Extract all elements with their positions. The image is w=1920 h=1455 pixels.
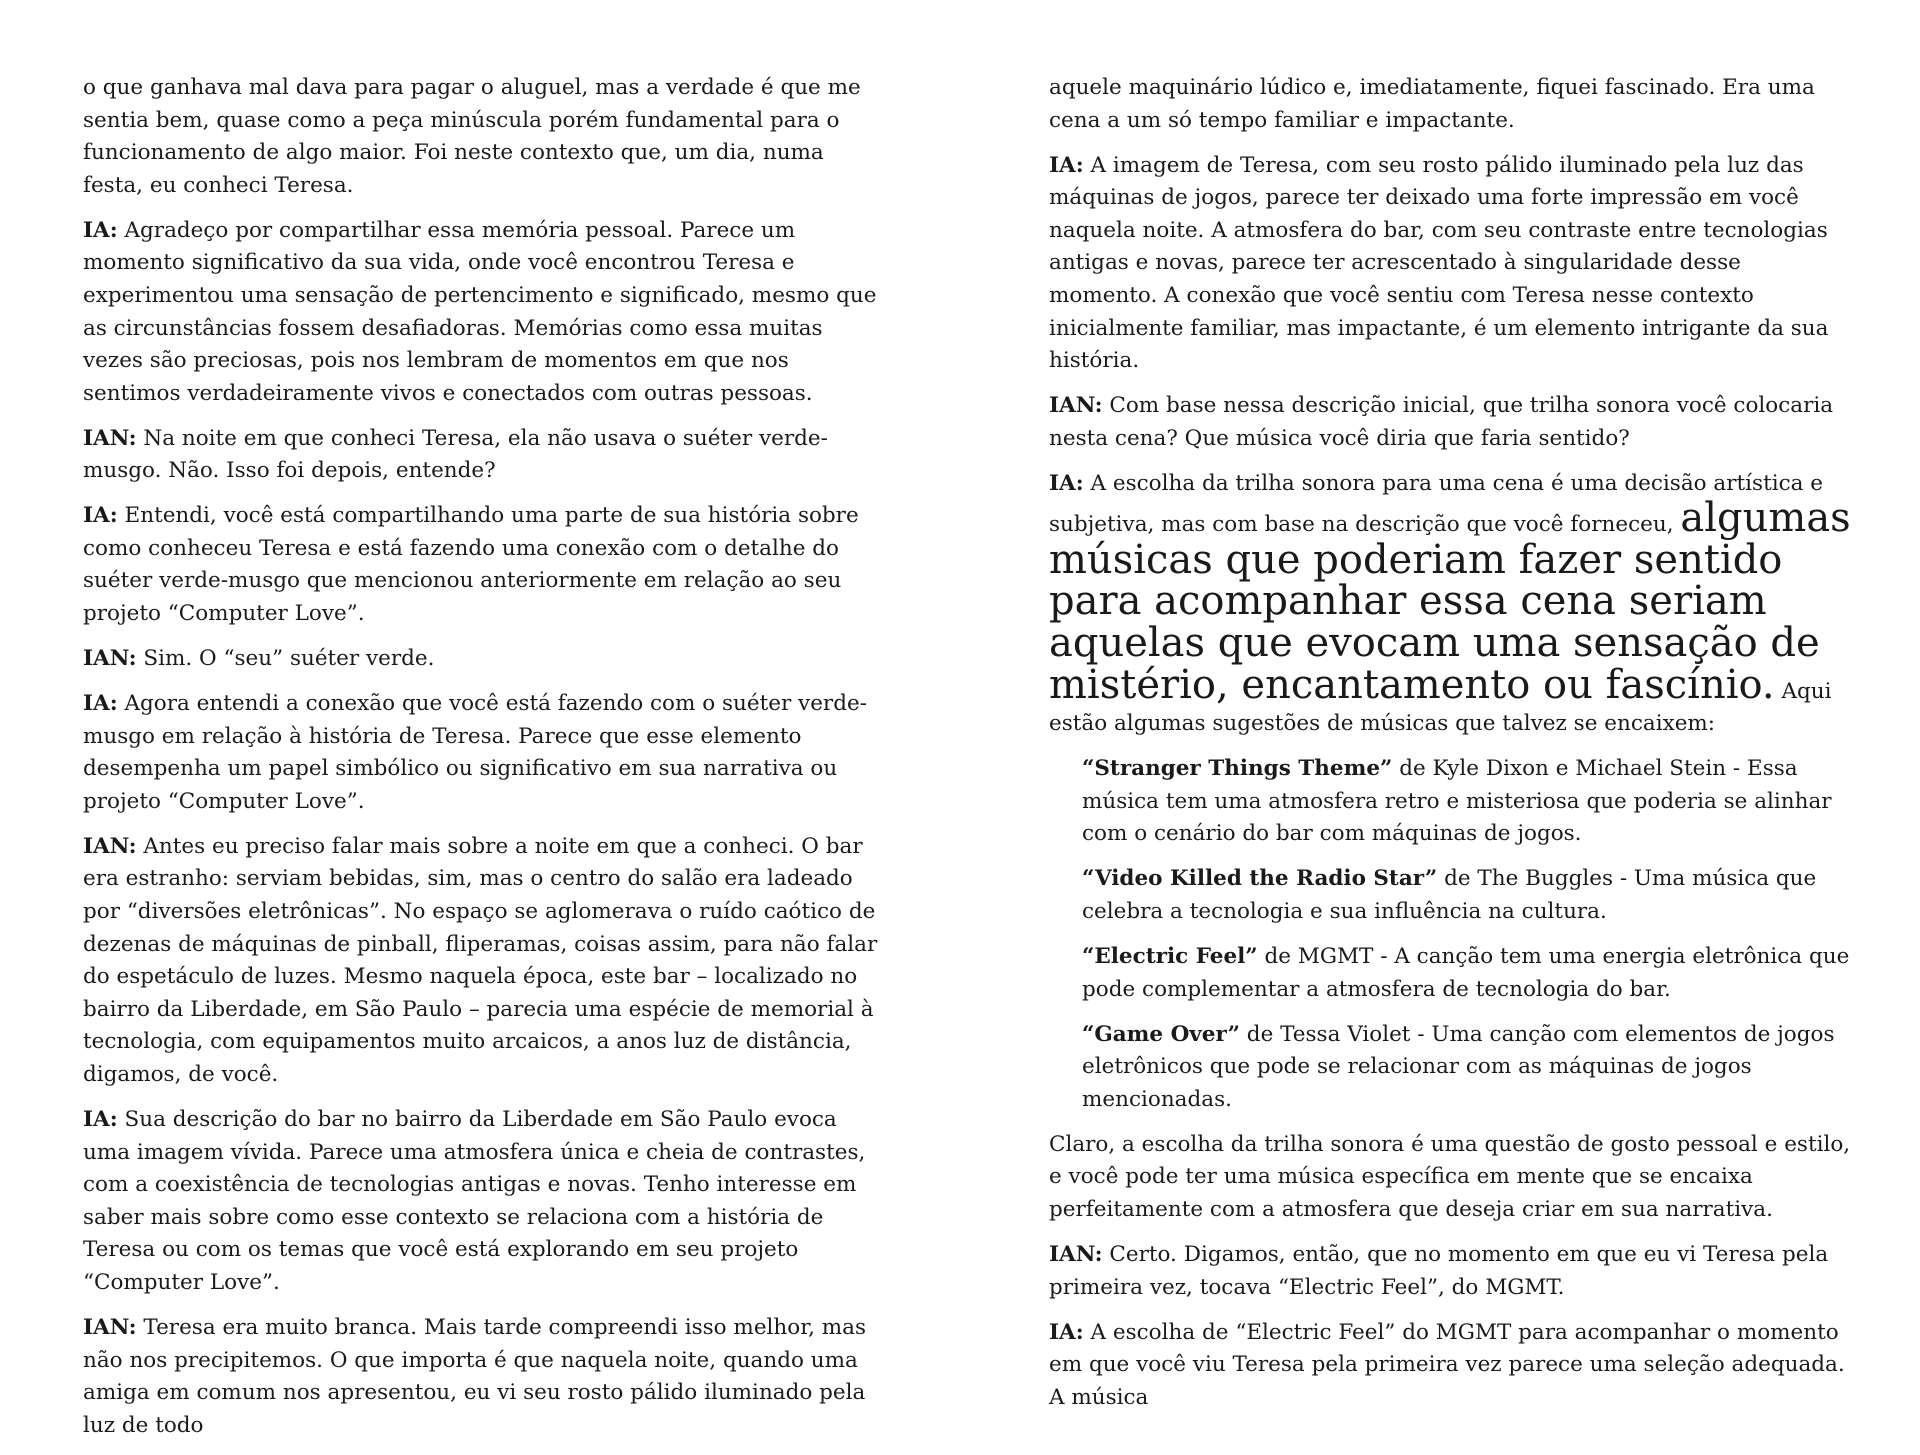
song-suggestion: “Game Over” de Tessa Violet - Uma canção com elementos de jogos eletrônicos que pode se relacionar com as máquinas de jogos mencionadas. <box>1082 1021 1835 1112</box>
dialogue-ia: IA: A escolha de “Electric Feel” do MGMT para acompanhar o momento em que você viu Teresa pela primeira vez parece uma seleção adequada. A música <box>1049 1319 1845 1410</box>
dialogue-ia: IA: A imagem de Teresa, com seu rosto pálido iluminado pela luz das máquinas de jogos, parece ter deixado uma forte impressão em você naquela noite. A atmosfera do bar, com seu contraste entre tecnologias antigas e novas, parece ter acrescentado à singularidade desse momento. A conexão que você sentiu com Teresa nesse contexto inicialmente familiar, mas impactante, é um elemento intrigante da sua história. <box>1049 152 1829 374</box>
dialogue-ian: IAN: Antes eu preciso falar mais sobre a noite em que a conheci. O bar era estranho: serviam bebidas, sim, mas o centro do salão era ladeado por “diversões eletrônicas”. No espaço se aglomerava o ruído caótico de dezenas de máquinas de pinball, fliperamas, coisas assim, para não falar do espetáculo de luzes. Mesmo naquela época, este bar – localizado no bairro da Liberdade, em São Paulo – parecia uma espécie de memorial à tecnologia, com equipamentos muito arcaicos, a anos luz de distância, digamos, de você. <box>83 833 878 1087</box>
speaker-label: IAN: <box>83 1314 137 1340</box>
dialogue-ian: IAN: Com base nessa descrição inicial, que trilha sonora você colocaria nesta cena? Que música você diria que faria sentido? <box>1049 393 1834 451</box>
speaker-label: IAN: <box>83 833 137 859</box>
speaker-label: IAN: <box>1049 393 1103 419</box>
paragraph: o que ganhava mal dava para pagar o aluguel, mas a verdade é que me sentia bem, quase como a peça minúscula porém fundamental para o funcionamento de algo maior. Foi neste contexto que, um dia, numa festa, eu conheci Teresa. <box>83 75 861 198</box>
dialogue-ian: IAN: Sim. O “seu” suéter verde. <box>83 646 435 672</box>
speaker-label: IAN: <box>1049 1241 1103 1267</box>
right-page <box>1049 72 1855 1427</box>
dialogue-ia: IA: Agora entendi a conexão que você está fazendo com o suéter verde-musgo em relação à história de Teresa. Parece que esse elemento desempenha um papel simbólico ou significativo em sua narrativa ou projeto “Computer Love”. <box>83 691 867 814</box>
dialogue-ian: IAN: Teresa era muito branca. Mais tarde compreendi isso melhor, mas não nos precipitemos. O que importa é que naquela noite, quando uma amiga em comum nos apresentou, eu vi seu rosto pálido iluminado pela luz de todo <box>83 1314 867 1438</box>
song-title: “Video Killed the Radio Star” <box>1082 866 1438 892</box>
song-title: “Game Over” <box>1082 1021 1240 1047</box>
paragraph: Claro, a escolha da trilha sonora é uma questão de gosto pessoal e estilo, e você pode ter uma música específica em mente que se encaixa perfeitamente com a atmosfera que deseja criar em sua narrativa. <box>1049 1131 1851 1222</box>
dialogue-ia-highlight: IA: A escolha da trilha sonora para uma cena é uma decisão artística e subjetiva, mas com base na descrição que você forneceu, algumas músicas que poderiam fazer sentido para acompanhar essa cena seriam aquelas que evocam uma sensação de mistério, encantamento ou fascínio. Aqui estão algumas sugestões de músicas que talvez se encaixem: <box>1049 470 1851 737</box>
dialogue-ian: IAN: Na noite em que conheci Teresa, ela não usava o suéter verde-musgo. Não. Isso foi depois, entende? <box>83 425 828 484</box>
song-suggestion: “Electric Feel” de MGMT - A canção tem uma energia eletrônica que pode complementar a atmosfera de tecnologia do bar. <box>1082 944 1850 1002</box>
song-suggestion: “Stranger Things Theme” de Kyle Dixon e Michael Stein - Essa música tem uma atmosfera retro e misteriosa que poderia se alinhar com o cenário do bar com máquinas de jogos. <box>1082 756 1832 847</box>
speaker-label: IA: <box>1049 152 1084 178</box>
speaker-label: IA: <box>1049 1319 1084 1345</box>
speaker-label: IA: <box>1049 470 1084 496</box>
speaker-label: IAN: <box>83 425 137 451</box>
enlarged-text: algumas músicas que poderiam fazer sentido para acompanhar essa cena seriam aquelas que evocam uma sensação de mistério, encantamento ou fascínio. <box>1049 495 1851 708</box>
left-page <box>83 72 883 1455</box>
dialogue-ia: IA: Sua descrição do bar no bairro da Liberdade em São Paulo evoca uma imagem vívida. Parece uma atmosfera única e cheia de contrastes, com a coexistência de tecnologias antigas e novas. Tenho interesse em saber mais sobre como esse contexto se relaciona com a história de Teresa ou com os temas que você está explorando em seu projeto “Computer Love”. <box>83 1106 866 1295</box>
dialogue-ia: IA: Entendi, você está compartilhando uma parte de sua história sobre como conheceu Teresa e está fazendo uma conexão com o detalhe do suéter verde-musgo que mencionou anteriormente em relação ao seu projeto “Computer Love”. <box>83 503 859 627</box>
speaker-label: IA: <box>83 691 118 717</box>
speaker-label: IA: <box>83 217 118 243</box>
dialogue-ia: IA: Agradeço por compartilhar essa memória pessoal. Parece um momento significativo da sua vida, onde você encontrou Teresa e experimentou uma sensação de pertencimento e significado, mesmo que as circunstâncias fossem desafiadoras. Memórias como essa muitas vezes são preciosas, pois nos lembram de momentos em que nos sentimos verdadeiramente vivos e conectados com outras pessoas. <box>83 217 877 406</box>
song-suggestion: “Video Killed the Radio Star” de The Buggles - Uma música que celebra a tecnologia e sua influência na cultura. <box>1082 866 1817 925</box>
song-title: “Stranger Things Theme” <box>1082 756 1393 782</box>
speaker-label: IA: <box>83 1106 118 1132</box>
paragraph: aquele maquinário lúdico e, imediatamente, fiquei fascinado. Era uma cena a um só tempo familiar e impactante. <box>1049 75 1815 133</box>
speaker-label: IAN: <box>83 646 137 672</box>
dialogue-ian: IAN: Certo. Digamos, então, que no momento em que eu vi Teresa pela primeira vez, tocava “Electric Feel”, do MGMT. <box>1049 1241 1829 1300</box>
song-title: “Electric Feel” <box>1082 944 1258 969</box>
speaker-label: IA: <box>83 503 118 529</box>
